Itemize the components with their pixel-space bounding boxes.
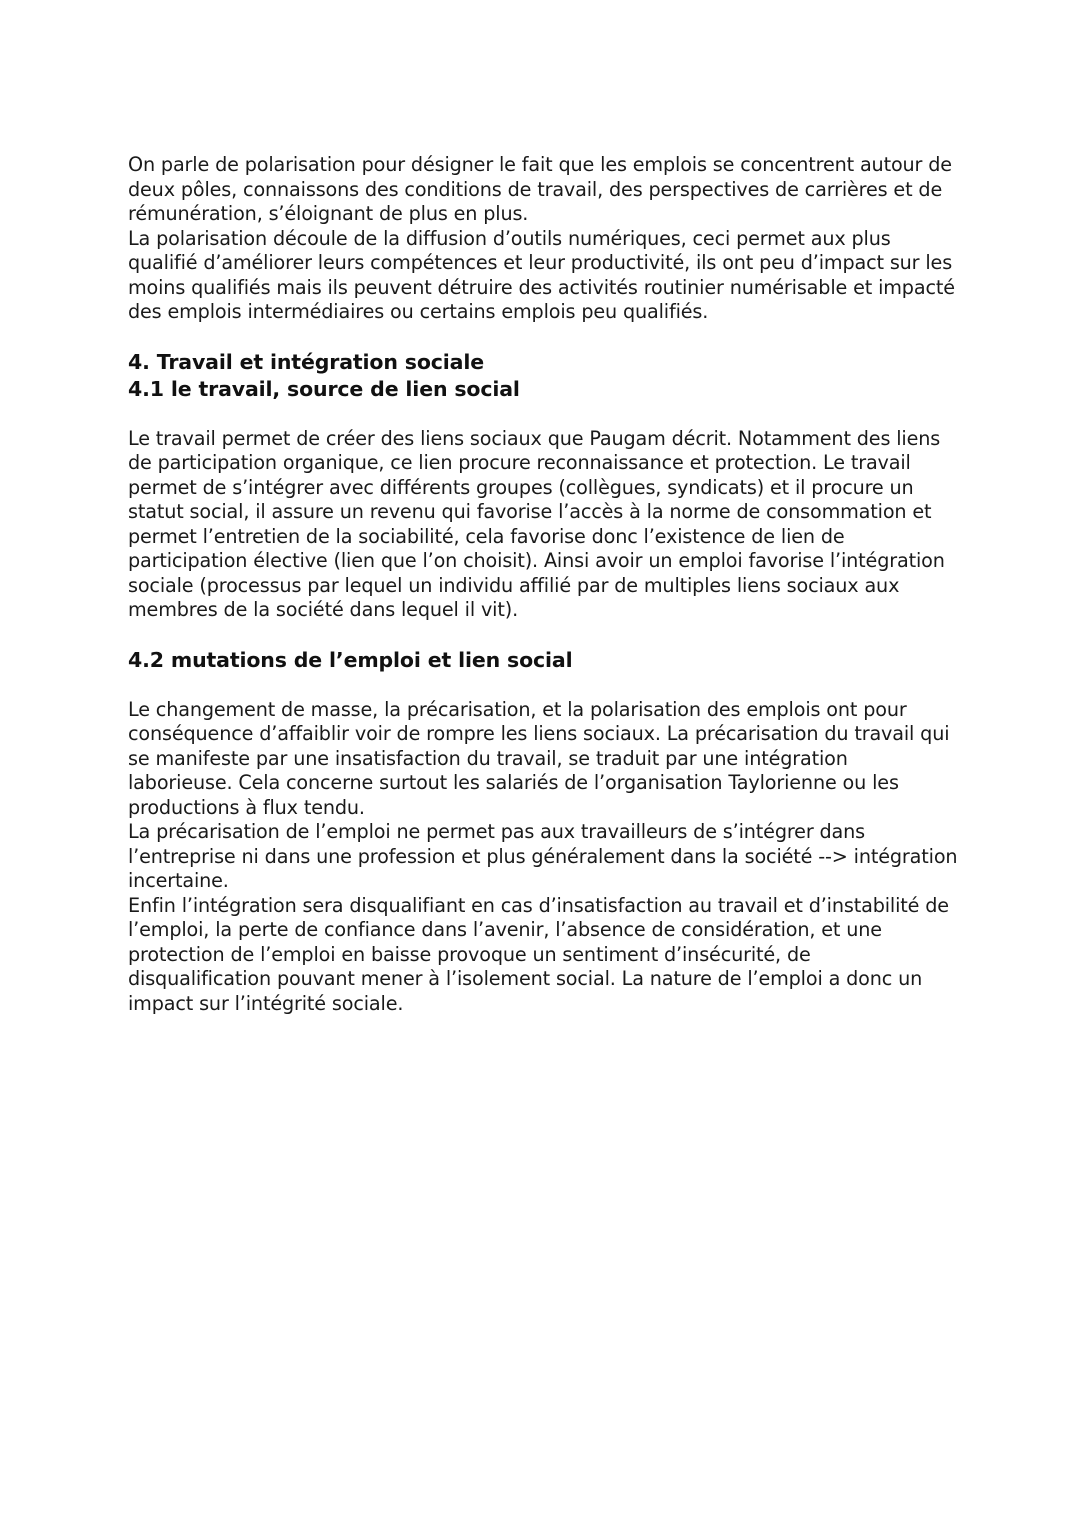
section-4-2-paragraph-1: Le changement de masse, la précarisation, et la polarisation des emplois ont pour conséquence d’affaiblir voir de rompre les liens sociaux. La précarisation du travail qui se manifeste par une insatisfaction du travail, se traduit par une intégration laborieuse. Cela concerne surtout les salariés de l’organisation Taylorienne ou les productions à flux tendu. [128, 697, 950, 819]
section-4-2-paragraph-2: La précarisation de l’emploi ne permet pas aux travailleurs de s’intégrer dans l’entreprise ni dans une profession et plus généralement dans la société --> intégration incertaine. [128, 820, 958, 892]
section-4-2-heading: 4.2 mutations de l’emploi et lien social [128, 647, 573, 672]
document-page [128, 153, 958, 1016]
intro-paragraph-1: On parle de polarisation pour désigner le fait que les emplois se concentrent autour de deux pôles, connaissons des conditions de travail, des perspectives de carrières et de rémunération, s’éloignant de plus en plus. [128, 153, 952, 225]
section-4-2-paragraph-3: Enfin l’intégration sera disqualifiant en cas d’insatisfaction au travail et d’instabilité de l’emploi, la perte de confiance dans l’avenir, l’absence de considération, et une protection de l’emploi en baisse provoque un sentiment d’insécurité, de disqualification pouvant mener à l’isolement social. La nature de l’emploi a donc un impact sur l’intégrité sociale. [128, 893, 949, 1015]
section-4-heading: 4. Travail et intégration sociale [128, 349, 484, 374]
intro-paragraph-2: La polarisation découle de la diffusion d’outils numériques, ceci permet aux plus qualifié d’améliorer leurs compétences et leur productivité, ils ont peu d’impact sur les moins qualifiés mais ils peuvent détruire des activités routinier numérisable et impacté des emplois intermédiaires ou certains emplois peu qualifiés. [128, 226, 955, 323]
section-4-1-paragraph: Le travail permet de créer des liens sociaux que Paugam décrit. Notamment des liens de participation organique, ce lien procure reconnaissance et protection. Le travail permet de s’intégrer avec différents groupes (collègues, syndicats) et il procure un statut social, il assure un revenu qui favorise l’accès à la norme de consommation et permet l’entretien de la sociabilité, cela favorise donc l’existence de lien de participation élective (lien que l’on choisit). Ainsi avoir un emploi favorise l’intégration sociale (processus par lequel un individu affilié par de multiples liens sociaux aux membres de la société dans lequel il vit). [128, 426, 945, 621]
section-4-1-heading: 4.1 le travail, source de lien social [128, 376, 520, 401]
